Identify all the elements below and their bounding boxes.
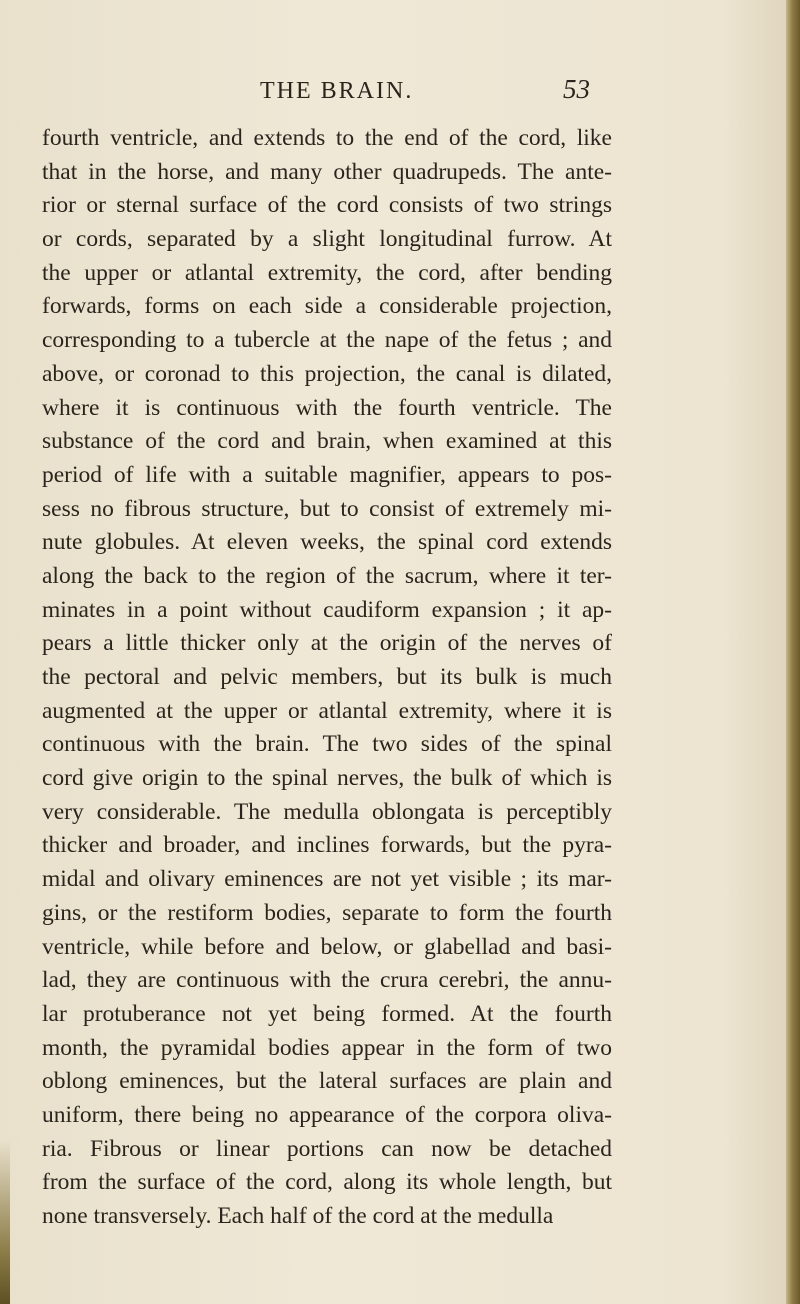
text-line: cord give origin to the spinal nerves, the bulk of which is: [42, 765, 612, 792]
text-line: lar protuberance not yet being formed. At the fourth: [42, 1000, 612, 1027]
page-edge-shadow: [786, 0, 800, 1304]
page-number: 53: [563, 74, 590, 104]
text-line: oblong eminences, but the lateral surfaces are plain and: [42, 1068, 612, 1095]
text-line: nute globules. At eleven weeks, the spinal cord extends: [42, 529, 612, 556]
text-line: or cords, separated by a slight longitudinal furrow. At: [42, 226, 612, 253]
text-line: augmented at the upper or atlantal extremity, where it is: [42, 697, 612, 724]
text-line: rior or sternal surface of the cord consists of two strings: [42, 192, 612, 219]
text-line: none transversely. Each half of the cord at the medulla: [42, 1203, 554, 1229]
text-line: continuous with the brain. The two sides of the spinal: [42, 731, 612, 758]
text-line: midal and olivary eminences are not yet visible ; its mar-: [42, 866, 612, 893]
running-header: [260, 74, 590, 114]
text-line: that in the horse, and many other quadrupeds. The ante-: [42, 158, 612, 185]
text-line: substance of the cord and brain, when examined at this: [42, 428, 612, 455]
text-line: ria. Fibrous or linear portions can now be detached: [42, 1135, 612, 1162]
text-line: uniform, there being no appearance of the corpora oliva-: [42, 1101, 612, 1128]
body-text: [42, 122, 612, 1234]
running-title: THE BRAIN.: [260, 78, 414, 104]
text-line: the pectoral and pelvic members, but its bulk is much: [42, 664, 612, 690]
text-line: from the surface of the cord, along its whole length, but: [42, 1169, 612, 1196]
text-line: lad, they are continuous with the crura cerebri, the annu-: [42, 967, 612, 994]
text-line: sess no fibrous structure, but to consist of extremely mi-: [42, 495, 612, 522]
text-line: along the back to the region of the sacrum, where it ter-: [42, 562, 612, 589]
text-line: ventricle, while before and below, or glabellad and basi-: [42, 933, 612, 960]
text-line: above, or coronad to this projection, the canal is dilated,: [42, 360, 612, 387]
text-line: the upper or atlantal extremity, the cord, after bending: [42, 259, 612, 286]
text-line: period of life with a suitable magnifier, appears to pos-: [42, 461, 612, 488]
text-line: minates in a point without caudiform expansion ; it ap-: [42, 596, 612, 623]
page-edge-stain: [0, 1140, 10, 1304]
text-line: gins, or the restiform bodies, separate to form the fourth: [42, 899, 612, 926]
text-line: pears a little thicker only at the origin of the nerves of: [42, 630, 612, 657]
text-line: forwards, forms on each side a considerable projection,: [42, 293, 612, 320]
text-line: thicker and broader, and inclines forwards, but the pyra-: [42, 832, 612, 859]
text-line: very considerable. The medulla oblongata is perceptibly: [42, 798, 612, 825]
text-line: where it is continuous with the fourth ventricle. The: [42, 394, 612, 421]
text-line: corresponding to a tubercle at the nape of the fetus ; and: [42, 327, 612, 354]
text-line: fourth ventricle, and extends to the end of the cord, like: [42, 125, 612, 151]
text-line: month, the pyramidal bodies appear in the form of two: [42, 1034, 612, 1061]
